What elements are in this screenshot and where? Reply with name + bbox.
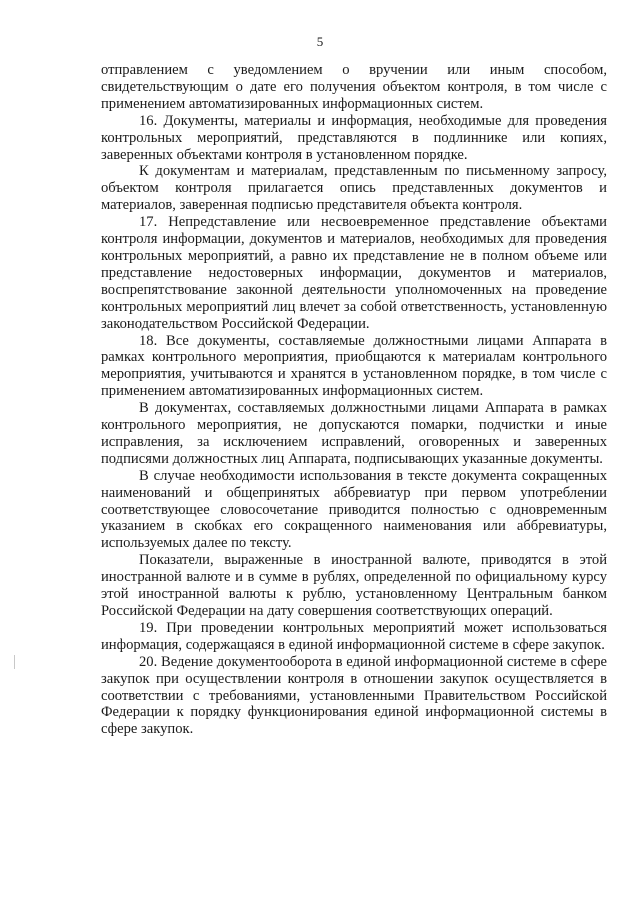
- paragraph-18-corrections: В документах, составляемых должностными лицами Аппарата в рамках контрольного мероприятия, не допускаются помарки, подчистки и иные исправления, за исключением исправлений, оговоренных и заверенных подписями должностных лиц Аппарата, подписывающих указанные документы.: [101, 400, 607, 467]
- paragraph-17: 17. Непредставление или несвоевременное представление объектами контроля информации, документов и материалов, необходимых для проведения контрольных мероприятий, а равно их представление не в полном объеме или представление недостоверных информации, документов и материалов, воспрепятствование законной деятельности уполномоченных на проведение контрольных мероприятий лиц влечет за собой ответственность, установленную законодательством Российской Федерации.: [101, 214, 607, 332]
- paragraph-20: 20. Ведение документооборота в единой информационной системе в сфере закупок при осуществлении контроля в отношении закупок осуществляется в соответствии с требованиями, установленными Правительством Российской Федерации к порядку функционирования единой информационной системы в сфере закупок.: [101, 653, 607, 738]
- document-body: [101, 62, 607, 738]
- paragraph-16-inventory: К документам и материалам, представленным по письменному запросу, объектом контроля прилагается опись представленных документов и материалов, заверенная подписью представителя объекта контроля.: [101, 163, 607, 214]
- scan-margin-mark: [14, 655, 15, 669]
- paragraph-19: 19. При проведении контрольных мероприятий может использоваться информация, содержащаяся в единой информационной системе в сфере закупок.: [101, 619, 607, 653]
- paragraph-18-abbreviations: В случае необходимости использования в тексте документа сокращенных наименований и общепринятых аббревиатур при первом употреблении соответствующее словосочетание приводится полностью с одновременным указанием в скобках его сокращенного наименования или аббревиатуры, используемых далее по тексту.: [101, 467, 607, 552]
- paragraph-16: 16. Документы, материалы и информация, необходимые для проведения контрольных мероприятий, представляются в подлиннике или копиях, заверенных объектами контроля в установленном порядке.: [101, 112, 607, 163]
- paragraph-18-foreign-currency: Показатели, выраженные в иностранной валюте, приводятся в этой иностранной валюте и в сумме в рублях, определенной по официальному курсу этой иностранной валюты к рублю, установленному Центральным банком Российской Федерации на дату совершения соответствующих операций.: [101, 552, 607, 619]
- page-number: 5: [316, 34, 324, 49]
- paragraph-18: 18. Все документы, составляемые должностными лицами Аппарата в рамках контрольного мероприятия, приобщаются к материалам контрольного мероприятия, учитываются и хранятся в установленном порядке, в том числе с применением автоматизированных информационных систем.: [101, 332, 607, 400]
- paragraph-continuation: отправлением с уведомлением о вручении или иным способом, свидетельствующим о дате его получения объектом контроля, в том числе с применением автоматизированных информационных систем.: [101, 62, 607, 112]
